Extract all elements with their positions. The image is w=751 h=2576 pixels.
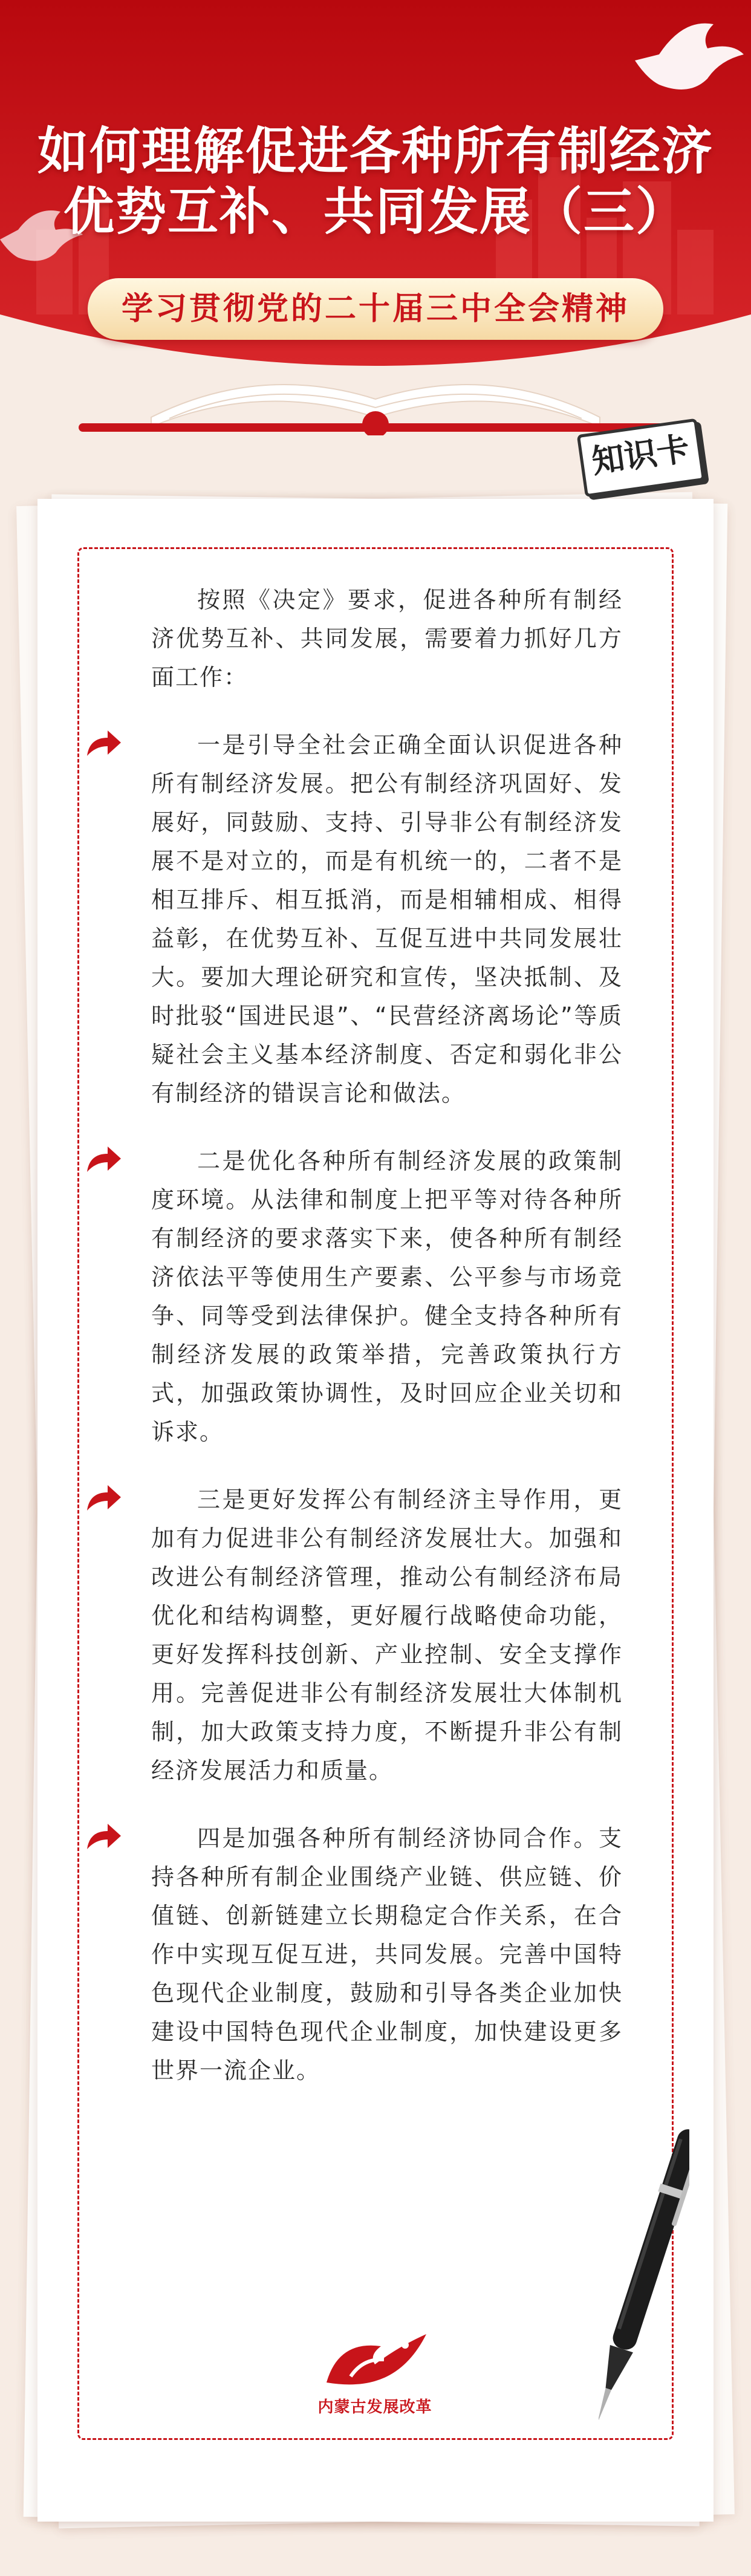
pen-icon — [599, 2110, 689, 2449]
arrow-icon — [85, 729, 122, 759]
item-paragraph-4: 四是加强各种所有制经济协同合作。支持各种所有制企业围绕产业链、供应链、价值链、创新链建立长期稳定合作关系，在合作中实现互促互进，共同发展。完善中国特色现代企业制度，鼓励和引导各类企业加快建设中国特色现代企业制度，加快建设更多世界一流企业。 — [151, 1825, 623, 2084]
intro-paragraph: 按照《决定》要求，促进各种所有制经济优势互补、共同发展，需要着力抓好几方面工作： — [151, 587, 623, 691]
subtitle-banner: 学习贯彻党的二十届三中全会精神 — [88, 278, 663, 340]
item-paragraph-2: 二是优化各种所有制经济发展的政策制度环境。从法律和制度上把平等对待各种所有制经济的要求落实下来，使各种所有制经济依法平等使用生产要素、公平参与市场竞争、同等受到法律保护。健全支持各种所有制经济发展的政策举措，完善政策执行方式，加强政策协调性，及时回应企业关切和诉求。 — [151, 1148, 623, 1445]
item-paragraph-1: 一是引导全社会正确全面认识促进各种所有制经济发展。把公有制经济巩固好、发展好，同鼓励、支持、引导非公有制经济发展不是对立的，而是有机统一的，二者不是相互排斥、相互抵消，而是相辅相成、相得益彰，在优势互补、互促互进中共同发展壮大。要加大理论研究和宣传，坚决抵制、及时批驳“国进民退”、“民营经济离场论”等质疑社会主义基本经济制度、否定和弱化非公有制经济的错误言论和做法。 — [151, 732, 623, 1107]
arrow-icon — [85, 1484, 122, 1514]
badge-label: 知识卡 — [589, 429, 692, 481]
page-title-line2: 优势互补、共同发展（三） — [63, 182, 688, 241]
item-paragraph-3: 三是更好发挥公有制经济主导作用，更加有力促进非公有制经济发展壮大。加强和改进公有制经济管理，推动公有制经济布局优化和结构调整，更好履行战略使命功能，更好发挥科技创新、产业控制、安全支撑作用。完善促进非公有制经济发展壮大体制机制，加大政策支持力度，不断提升非公有制经济发展活力和质量。 — [151, 1486, 623, 1784]
list-item — [151, 726, 623, 1113]
list-item — [151, 1142, 623, 1451]
list-item — [151, 1819, 623, 2090]
arrow-icon — [85, 1823, 122, 1853]
article-body — [151, 581, 623, 2119]
arrow-icon — [85, 1145, 122, 1176]
page-title-line1: 如何理解促进各种所有制经济 — [37, 122, 714, 181]
list-item — [151, 1480, 623, 1790]
logo-text: 内蒙古发展改革 — [317, 2398, 432, 2416]
logo-icon — [314, 2322, 435, 2395]
